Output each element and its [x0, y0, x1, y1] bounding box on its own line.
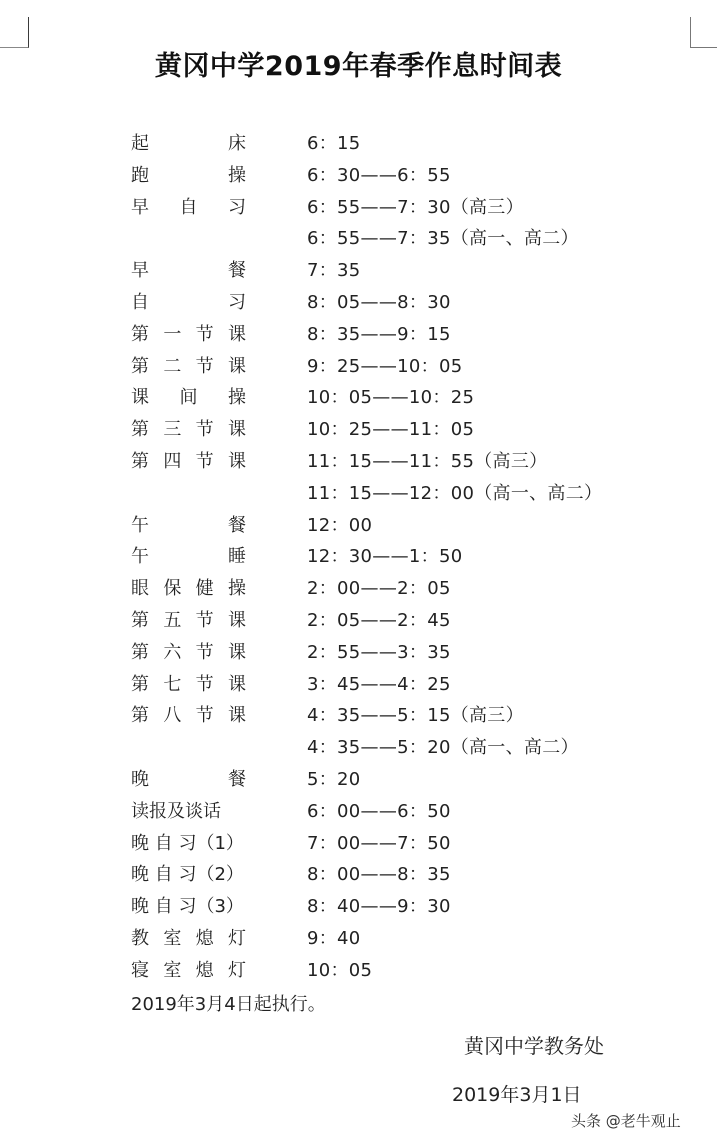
document-title: 黄冈中学2019年春季作息时间表: [154, 51, 563, 82]
schedule-row: [131, 830, 651, 862]
schedule-time: 8：40——9：30: [307, 896, 451, 918]
schedule-label: 第六节课: [131, 641, 246, 663]
schedule-label: 第七节课: [131, 673, 246, 695]
schedule-row: [131, 194, 651, 226]
schedule-row: [131, 861, 651, 893]
schedule-label: 课 间 操: [131, 387, 246, 409]
schedule-row: [131, 671, 651, 703]
schedule-row: [131, 321, 651, 353]
schedule-time: 10：05——10：25: [307, 387, 475, 409]
schedule-time: 5：20: [307, 768, 361, 790]
schedule-label: 第三节课: [131, 419, 246, 441]
schedule-row: [131, 257, 651, 289]
schedule-row: [131, 353, 651, 385]
schedule-time: 4：35——5：20（高一、高二）: [307, 737, 579, 759]
schedule-label: 早 自 习: [131, 196, 246, 218]
schedule-label: 第二节课: [131, 355, 246, 377]
schedule-label: 第四节课: [131, 450, 246, 472]
issue-date: 2019年3月1日: [452, 1084, 582, 1106]
schedule-time: 6：00——6：50: [307, 800, 451, 822]
schedule-row: [131, 225, 651, 257]
schedule-time: 6：30——6：55: [307, 164, 451, 186]
schedule-row: [131, 702, 651, 734]
schedule-time: 6：55——7：35（高一、高二）: [307, 228, 579, 250]
schedule-row: [131, 893, 651, 925]
schedule-label: 第五节课: [131, 609, 246, 631]
schedule-time: 11：15——12：00（高一、高二）: [307, 482, 603, 504]
schedule-time: 10：25——11：05: [307, 419, 475, 441]
schedule-row: [131, 575, 651, 607]
schedule-label: 晚 餐: [131, 768, 246, 790]
schedule-row: [131, 798, 651, 830]
schedule-time: 2：00——2：05: [307, 578, 451, 600]
schedule-row: [131, 162, 651, 194]
schedule-row: [131, 543, 651, 575]
schedule-row: [131, 416, 651, 448]
schedule-time: 8：00——8：35: [307, 864, 451, 886]
schedule-time: 2：55——3：35: [307, 641, 451, 663]
schedule-row: [131, 448, 651, 480]
schedule-label: 午 餐: [131, 514, 246, 536]
issuer-signature: 黄冈中学教务处: [464, 1034, 604, 1058]
schedule-time: 12：30——1：50: [307, 546, 463, 568]
schedule-label: 早 餐: [131, 260, 246, 282]
schedule-label: 晚 自 习（1）: [131, 832, 244, 854]
schedule-label: 晚 自 习（2）: [131, 864, 244, 886]
schedule-row: [131, 289, 651, 321]
schedule-label: 跑 操: [131, 164, 246, 186]
schedule-time: 9：40: [307, 927, 361, 949]
schedule-label: 眼保健操: [131, 578, 246, 600]
schedule-label: 午 睡: [131, 546, 246, 568]
schedule-time: 6：15: [307, 133, 361, 154]
schedule-row: [131, 957, 651, 989]
schedule-label: 起 床: [131, 133, 246, 154]
schedule-time: 10：05: [307, 959, 373, 981]
schedule-time: 7：35: [307, 260, 361, 282]
schedule-time: 9：25——10：05: [307, 355, 463, 377]
schedule-row: [131, 734, 651, 766]
schedule-label: 第一节课: [131, 323, 246, 345]
schedule-row: [131, 130, 651, 162]
schedule-label: 寝室熄灯: [131, 959, 246, 981]
schedule-label: 晚 自 习（3）: [131, 896, 244, 918]
schedule-row: [131, 512, 651, 544]
source-watermark: 头条 @老牛观止: [571, 1112, 681, 1130]
schedule-time: 4：35——5：15（高三）: [307, 705, 524, 727]
schedule-row: [131, 384, 651, 416]
schedule-row: [131, 639, 651, 671]
schedule-time: 2：05——2：45: [307, 609, 451, 631]
schedule-row: [131, 925, 651, 957]
schedule-time: 8：05——8：30: [307, 291, 451, 313]
schedule-list: [131, 130, 651, 989]
schedule-time: 12：00: [307, 514, 373, 536]
schedule-label: 第八节课: [131, 705, 246, 727]
schedule-row: [131, 607, 651, 639]
effective-date-note: 2019年3月4日起执行。: [131, 994, 326, 1015]
schedule-time: 8：35——9：15: [307, 323, 451, 345]
schedule-label: 读报及谈话: [131, 800, 221, 822]
schedule-time: 11：15——11：55（高三）: [307, 450, 548, 472]
schedule-time: 3：45——4：25: [307, 673, 451, 695]
schedule-row: [131, 480, 651, 512]
schedule-label: 教室熄灯: [131, 927, 246, 949]
schedule-label: 自 习: [131, 291, 246, 313]
schedule-time: 6：55——7：30（高三）: [307, 196, 524, 218]
schedule-time: 7：00——7：50: [307, 832, 451, 854]
schedule-row: [131, 766, 651, 798]
